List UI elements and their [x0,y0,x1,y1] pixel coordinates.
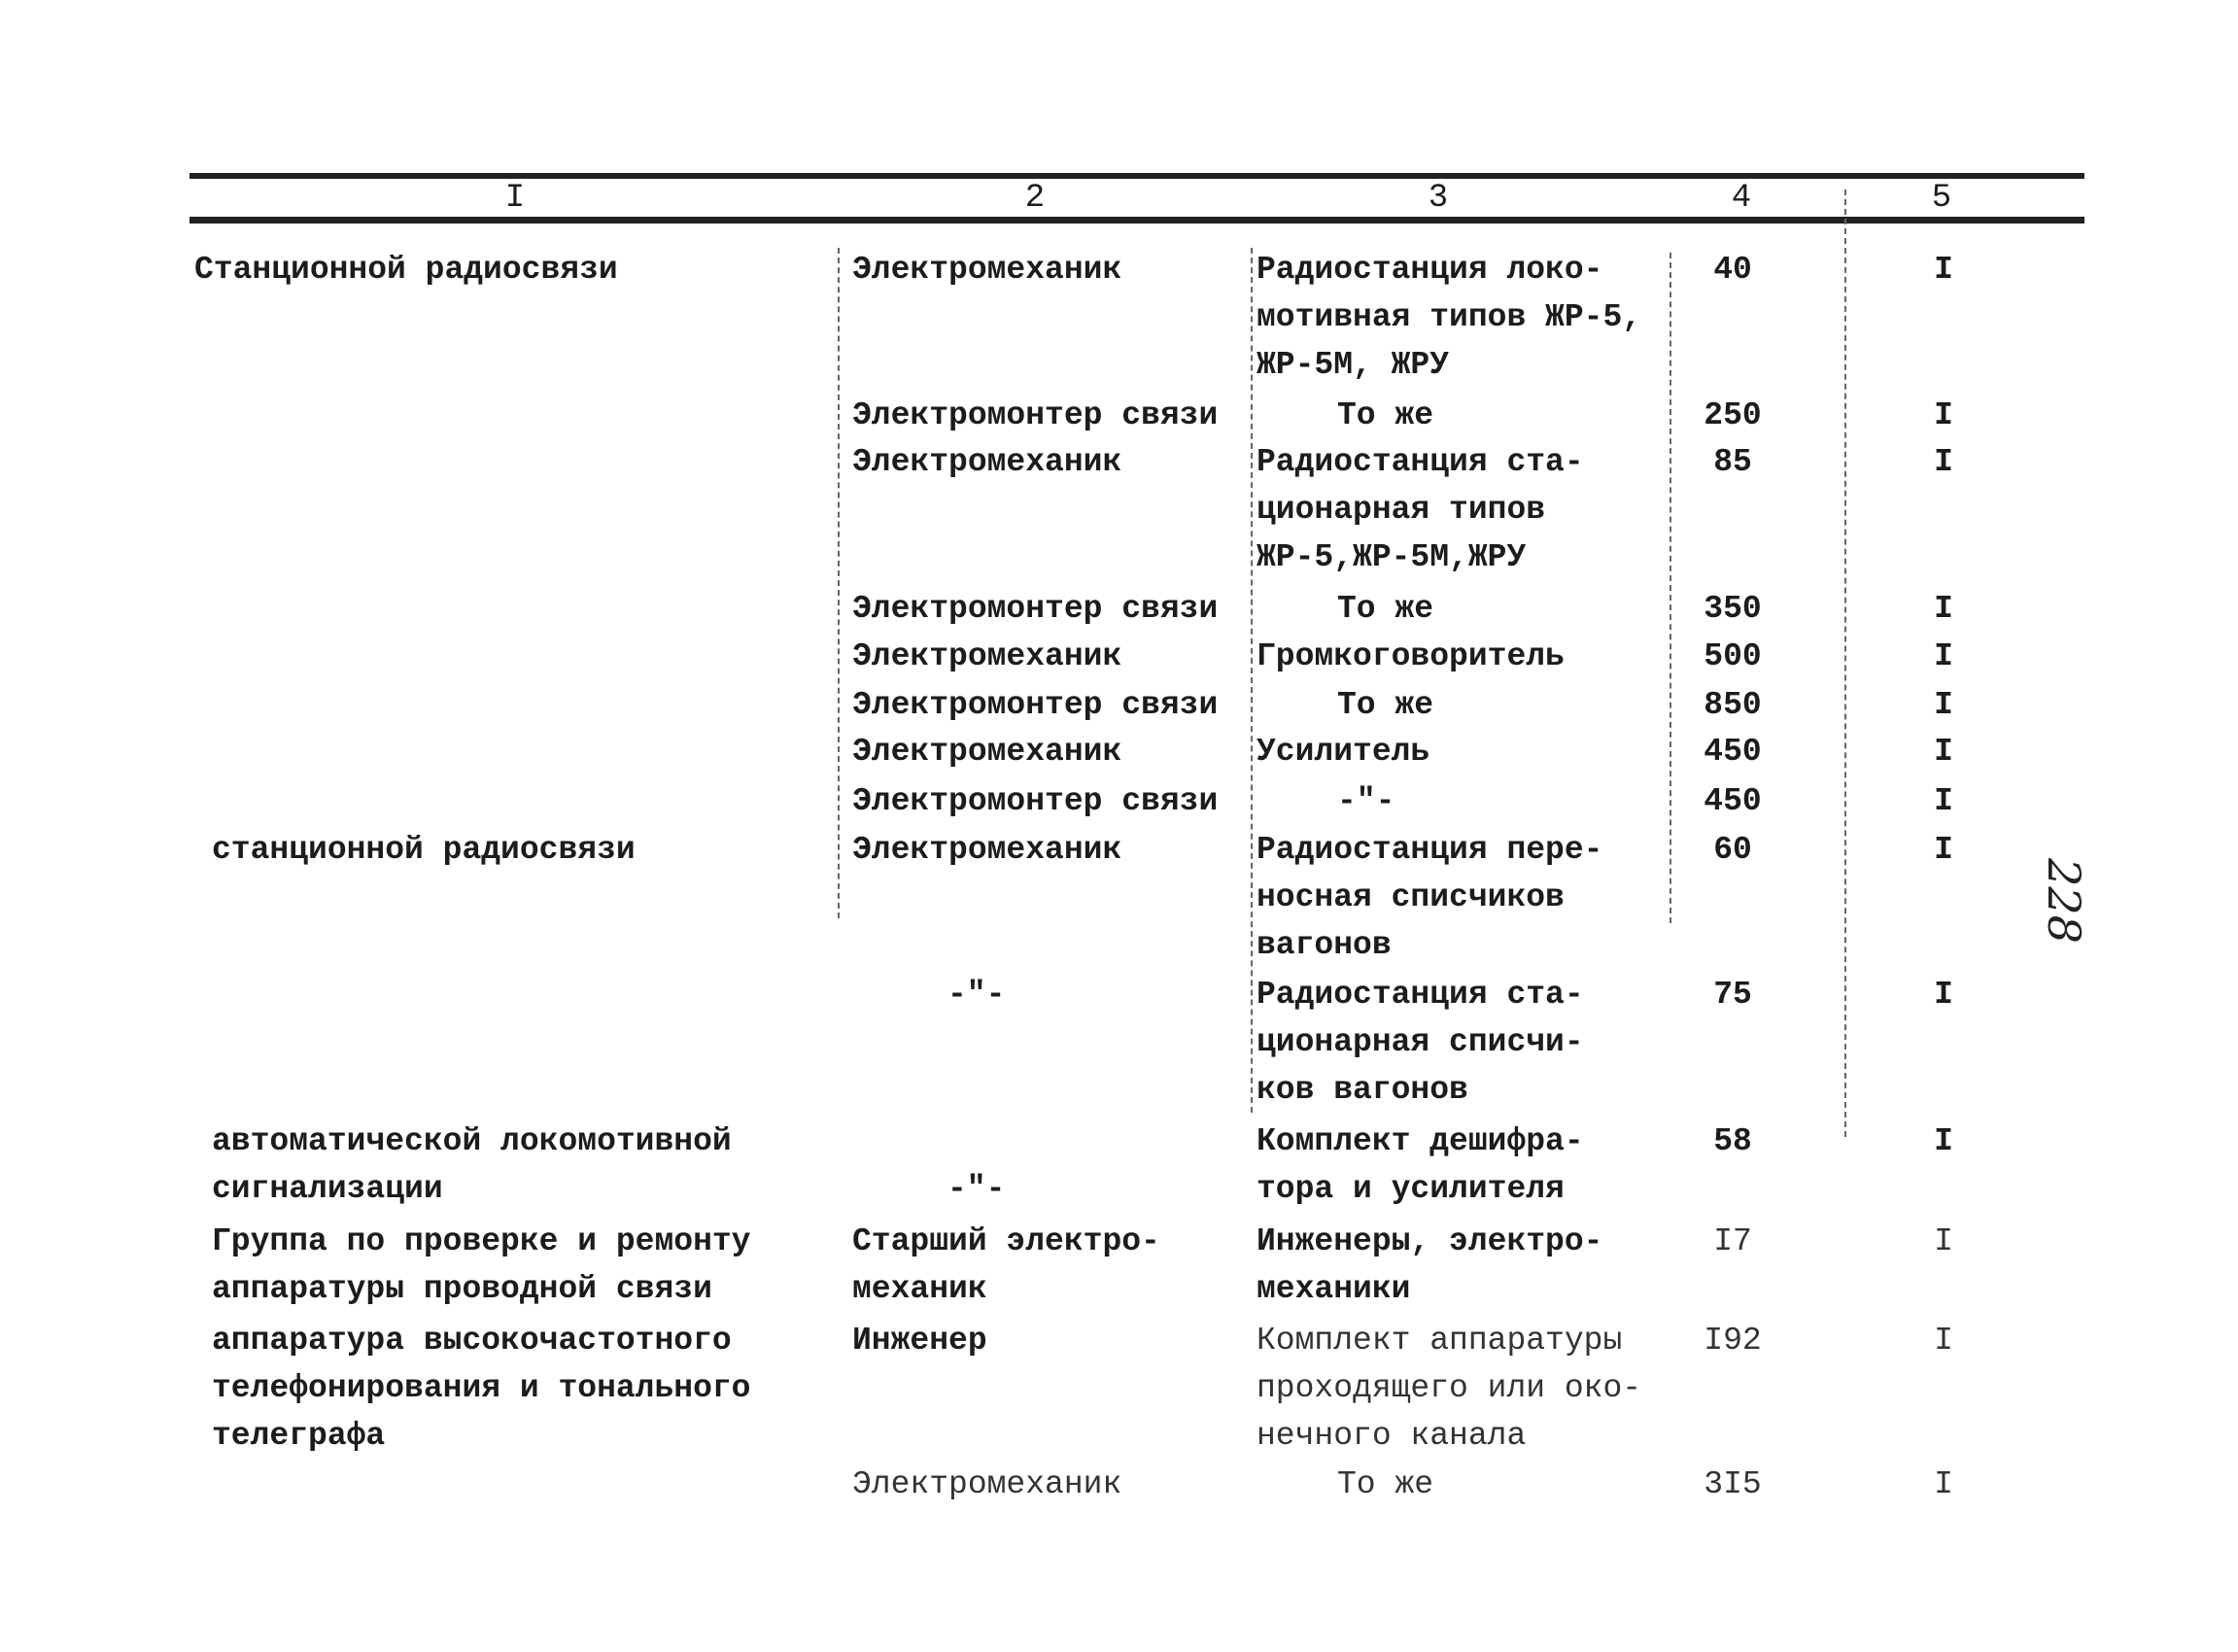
table-cell: I [1934,397,1953,433]
table-cell: станционной радиосвязи [212,832,636,868]
table-cell: 40 [1713,252,1752,288]
table-cell: Комплект аппаратуры проходящего или око- нечного канала [1257,1323,1642,1454]
table-cell: Станционной радиосвязи [194,252,618,288]
column-divider [1844,189,1846,1137]
table-cell: I [1934,832,1953,868]
table-cell: Усилитель [1257,734,1430,770]
header-col-5: 5 [1931,180,1952,217]
table-cell: Старший электро- механик [852,1223,1160,1307]
table-cell: То же [1337,397,1434,433]
table-cell: I [1934,252,1953,288]
column-divider [1251,248,1253,1113]
table-cell: 85 [1713,444,1752,480]
column-divider [1670,253,1671,923]
table-cell: Радиостанция локо- мотивная типов ЖР-5, ЖР-5М, ЖРУ [1257,252,1642,383]
table-cell: Электромонтер связи [852,783,1219,819]
table-cell: Электромеханик [852,734,1122,770]
table-cell: 60 [1713,832,1752,868]
table-header-rule [189,217,2084,224]
table-cell: То же [1337,1466,1434,1502]
table-cell: I [1934,977,1953,1013]
table-cell: I [1934,444,1953,480]
table-cell: 500 [1704,638,1762,674]
table-cell: аппаратура высокочастотного телефонирования и тонального телеграфа [212,1323,751,1454]
table-cell: Радиостанция ста- ционарная типов ЖР-5,ЖР-5М,ЖРУ [1257,444,1584,575]
table-cell: I [1934,734,1953,770]
table-cell: Электромонтер связи [852,687,1219,723]
table-cell: Радиостанция ста- ционарная списчи- ков вагонов [1257,977,1584,1108]
table-cell: Инженеры, электро- механики [1257,1223,1603,1307]
table-cell: То же [1337,687,1434,723]
table-cell: I [1934,591,1953,627]
table-cell: То же [1337,591,1434,627]
table-cell: Электромеханик [852,1466,1122,1502]
table-cell: Инженер [852,1323,987,1359]
table-cell: I [1934,638,1953,674]
table-cell: I [1934,1123,1953,1159]
table-cell: Электромонтер связи [852,591,1219,627]
table-cell: Радиостанция пере- носная списчиков вагонов [1257,832,1603,963]
table-cell: -"- [947,977,1006,1013]
table-cell: Электромеханик [852,638,1122,674]
table-cell: 450 [1704,734,1762,770]
table-cell: I [1934,687,1953,723]
table-cell: Комплект дешифра- тора и усилителя [1257,1123,1584,1207]
table-cell: I [1934,1223,1953,1259]
table-cell: -"- [947,1171,1006,1207]
header-col-4: 4 [1731,180,1752,217]
table-cell: Электромеханик [852,832,1122,868]
table-top-rule [189,173,2084,179]
table-cell: Электромеханик [852,444,1122,480]
table-cell: Электромонтер связи [852,397,1219,433]
table-cell: I7 [1713,1223,1752,1259]
table-cell: 350 [1704,591,1762,627]
table-cell: Громкоговоритель [1257,638,1565,674]
page-number: 228 [2037,858,2090,944]
table-cell: 850 [1704,687,1762,723]
table-cell: I [1934,1323,1953,1359]
table-cell: 3I5 [1704,1466,1762,1502]
table-cell: автоматической локомотивной сигнализации [212,1123,732,1207]
column-divider [838,248,840,918]
header-col-1: I [504,180,526,217]
table-cell: Электромеханик [852,252,1122,288]
table-cell: I [1934,783,1953,819]
table-cell: 250 [1704,397,1762,433]
table-cell: 450 [1704,783,1762,819]
table-cell: I [1934,1466,1953,1502]
header-col-3: 3 [1428,180,1449,217]
table-cell: I92 [1704,1323,1762,1359]
header-col-2: 2 [1024,180,1046,217]
table-cell: Группа по проверке и ремонту аппаратуры проводной связи [212,1223,751,1307]
table-cell: 75 [1713,977,1752,1013]
table-cell: 58 [1713,1123,1752,1159]
table-cell: -"- [1337,783,1395,819]
